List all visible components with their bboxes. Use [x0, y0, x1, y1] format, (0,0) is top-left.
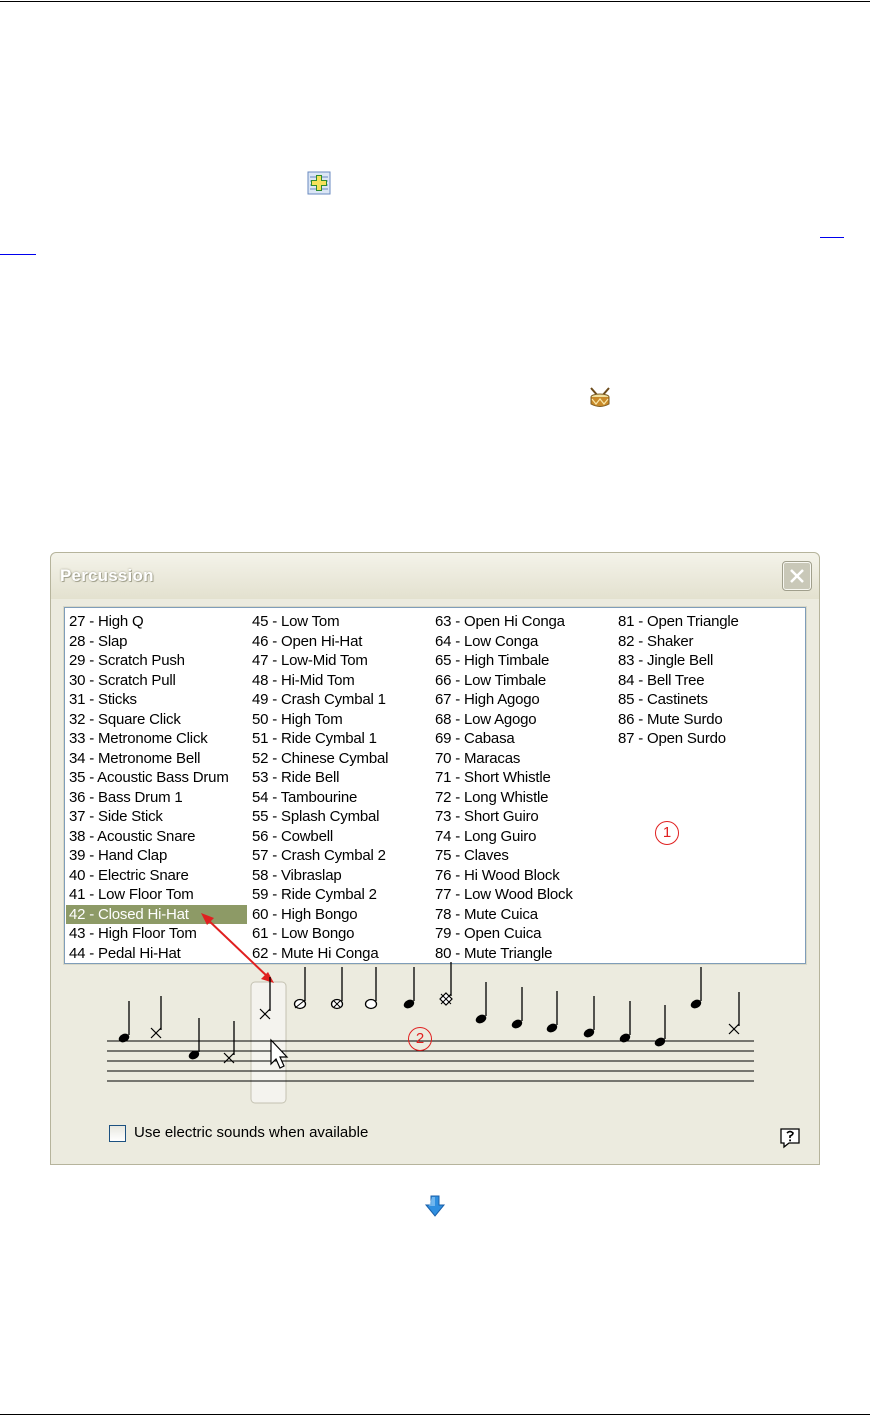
staff-note [510, 987, 523, 1030]
staff-note [151, 996, 161, 1038]
insert-percussion-icon [307, 171, 331, 195]
list-item[interactable]: 64 - Low Conga [435, 632, 539, 650]
list-column-1 [66, 612, 247, 963]
list-item[interactable]: 80 - Mute Triangle [435, 944, 553, 962]
list-item[interactable]: 45 - Low Tom [252, 613, 340, 630]
list-item[interactable]: 65 - High Timbale [435, 652, 550, 669]
help-button[interactable] [779, 1127, 801, 1149]
dialog-title: Percussion [60, 566, 154, 585]
close-button[interactable] [783, 562, 811, 590]
list-item[interactable]: 73 - Short Guiro [435, 808, 539, 825]
list-item[interactable]: 53 - Ride Bell [252, 769, 340, 786]
list-item[interactable]: 61 - Low Bongo [252, 925, 355, 942]
list-item[interactable]: 43 - High Floor Tom [69, 925, 197, 942]
annotation-marker-2: 2 [408, 1027, 432, 1051]
notation-staff [51, 973, 819, 1113]
list-item[interactable]: 35 - Acoustic Bass Drum [69, 769, 229, 786]
staff-note [618, 1001, 631, 1044]
list-item[interactable]: 68 - Low Agogo [435, 710, 537, 728]
list-item[interactable]: 32 - Square Click [69, 710, 181, 728]
list-item[interactable]: 58 - Vibraslap [252, 866, 342, 884]
list-item[interactable]: 63 - Open Hi Conga [435, 613, 565, 630]
staff-note [653, 1005, 666, 1048]
list-item[interactable]: 49 - Crash Cymbal 1 [252, 691, 386, 708]
list-item[interactable]: 52 - Chinese Cymbal [252, 749, 389, 767]
list-item[interactable]: 44 - Pedal Hi-Hat [69, 944, 181, 962]
list-item[interactable]: 41 - Low Floor Tom [69, 886, 194, 903]
list-item[interactable]: 75 - Claves [435, 847, 509, 864]
list-item[interactable]: 78 - Mute Cuica [435, 905, 538, 923]
list-item[interactable]: 83 - Jingle Bell [618, 652, 714, 669]
list-item[interactable]: 71 - Short Whistle [435, 769, 551, 786]
staff-note [440, 962, 452, 1005]
staff-note [545, 991, 558, 1034]
list-item[interactable]: 81 - Open Triangle [618, 613, 739, 630]
staff-note [187, 1018, 200, 1061]
help-icon [779, 1127, 801, 1149]
staff-note [295, 967, 306, 1009]
list-item[interactable]: 47 - Low-Mid Tom [252, 652, 368, 669]
close-icon [787, 566, 807, 586]
list-item[interactable]: 67 - High Agogo [435, 691, 540, 708]
staff-note [474, 982, 487, 1025]
list-item[interactable]: 60 - High Bongo [252, 905, 358, 923]
list-item[interactable]: 50 - High Tom [252, 710, 343, 728]
list-item[interactable]: 76 - Hi Wood Block [435, 866, 560, 884]
staff-note [366, 967, 377, 1009]
list-item[interactable]: 46 - Open Hi-Hat [252, 632, 363, 650]
list-item[interactable]: 55 - Splash Cymbal [252, 808, 380, 825]
list-item[interactable]: 33 - Metronome Click [69, 730, 208, 747]
selected-note-cell [251, 982, 286, 1103]
list-item[interactable]: 54 - Tambourine [252, 788, 358, 806]
list-item[interactable]: 28 - Slap [69, 632, 128, 650]
drum-icon [587, 385, 613, 411]
percussion-list[interactable] [64, 607, 806, 964]
staff-note [729, 992, 739, 1034]
list-item[interactable]: 85 - Castinets [618, 691, 708, 708]
list-item[interactable]: 70 - Maracas [435, 749, 521, 767]
staff-note [117, 1001, 130, 1044]
list-item[interactable]: 38 - Acoustic Snare [69, 827, 196, 845]
list-item[interactable]: 77 - Low Wood Block [435, 886, 573, 903]
list-item[interactable]: 37 - Side Stick [69, 808, 163, 825]
electric-sounds-checkbox[interactable] [109, 1125, 126, 1142]
staff-note [332, 967, 343, 1009]
list-item[interactable]: 87 - Open Surdo [618, 730, 726, 747]
list-item[interactable]: 62 - Mute Hi Conga [252, 944, 379, 962]
list-item[interactable]: 66 - Low Timbale [435, 671, 547, 689]
list-item[interactable]: 74 - Long Guiro [435, 827, 537, 845]
annotation-marker-1: 1 [655, 821, 679, 845]
list-item[interactable]: 59 - Ride Cymbal 2 [252, 886, 377, 903]
percussion-dialog [50, 552, 820, 1165]
list-item[interactable]: 40 - Electric Snare [69, 866, 189, 884]
list-column-4 [615, 612, 742, 749]
link-underline-left [0, 254, 36, 255]
list-item[interactable]: 27 - High Q [69, 613, 144, 630]
list-item[interactable]: 29 - Scratch Push [69, 652, 185, 669]
down-arrow-icon [423, 1194, 447, 1218]
list-item[interactable]: 72 - Long Whistle [435, 788, 549, 806]
list-item[interactable]: 36 - Bass Drum 1 [69, 788, 183, 806]
list-item[interactable]: 39 - Hand Clap [69, 847, 168, 864]
list-item[interactable]: 57 - Crash Cymbal 2 [252, 847, 386, 864]
list-item[interactable]: 86 - Mute Surdo [618, 710, 723, 728]
list-item[interactable]: 31 - Sticks [69, 691, 137, 708]
staff-note [582, 996, 595, 1039]
list-item[interactable]: 56 - Cowbell [252, 827, 333, 845]
list-item[interactable]: 82 - Shaker [618, 632, 694, 650]
list-item[interactable]: 69 - Cabasa [435, 730, 515, 747]
list-item[interactable]: 79 - Open Cuica [435, 925, 542, 942]
title-bar [51, 553, 819, 599]
list-item[interactable]: 84 - Bell Tree [618, 671, 705, 689]
top-rule [0, 1, 870, 2]
staff-note [689, 967, 702, 1010]
list-column-2 [249, 612, 391, 963]
list-item-selected[interactable]: 42 - Closed Hi-Hat [66, 905, 247, 925]
bottom-rule [0, 1414, 870, 1415]
list-item[interactable]: 51 - Ride Cymbal 1 [252, 730, 377, 747]
list-column-3 [432, 612, 576, 963]
list-item[interactable]: 48 - Hi-Mid Tom [252, 671, 355, 689]
electric-sounds-label[interactable]: Use electric sounds when available [134, 1124, 369, 1141]
link-underline-right [820, 237, 844, 238]
list-item[interactable]: 34 - Metronome Bell [69, 749, 201, 767]
list-item[interactable]: 30 - Scratch Pull [69, 671, 176, 689]
staff-note [402, 967, 415, 1010]
staff-note [224, 1021, 234, 1063]
